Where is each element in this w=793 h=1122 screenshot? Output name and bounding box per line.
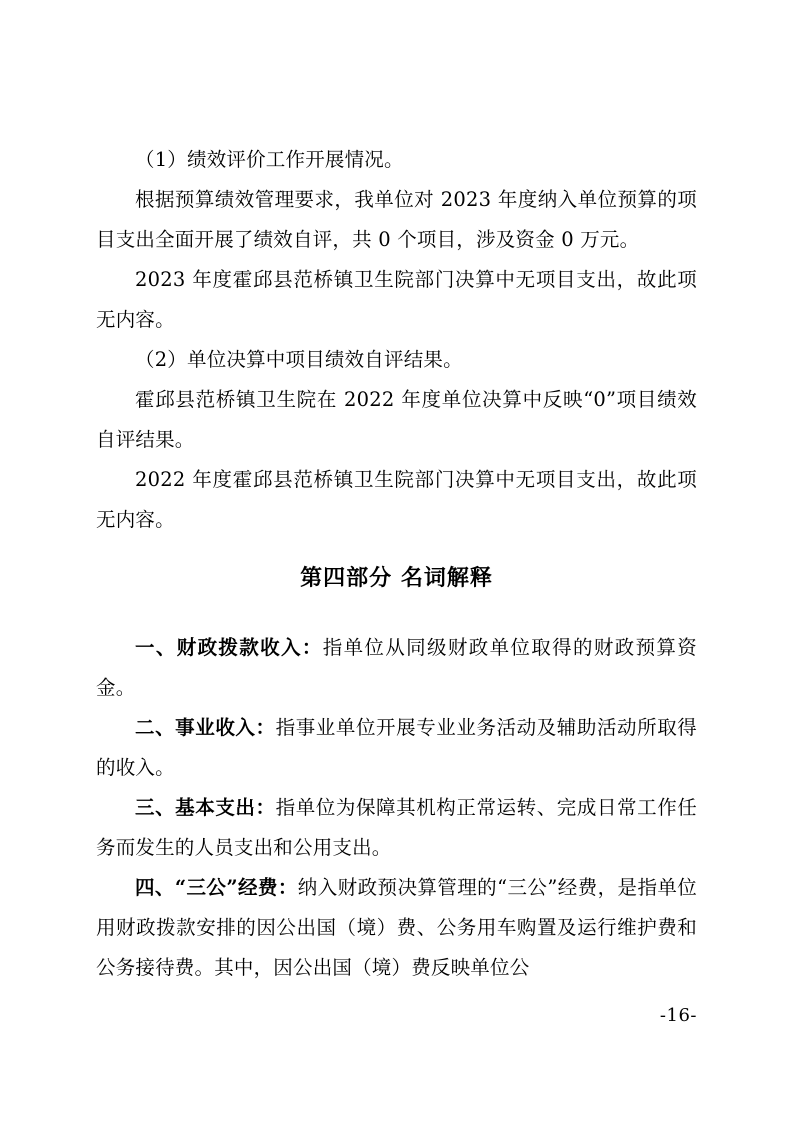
term-label-three-public-expenses: 四、“三公”经费： bbox=[135, 876, 298, 899]
paragraph-performance-evaluation-detail: 根据预算绩效管理要求，我单位对 2023 年度纳入单位预算的项目支出全面开展了绩效自评，共 0 个项目，涉及资金 0 万元。 bbox=[96, 188, 697, 251]
term-body-three-public-expenses: 纳入财政预决算管理的“三公”经费，是指单位用财政拨款安排的因公出国（境）费、公务用车购置及运行维护费和公务接待费。其中，因公出国（境）费反映单位公 bbox=[96, 876, 698, 979]
term-body-business-income: 指事业单位开展专业业务活动及辅助活动所取得的收入。 bbox=[96, 716, 698, 779]
term-item-business-income bbox=[96, 708, 697, 788]
term-body-basic-expenditure: 指单位为保障其机构正常运转、完成日常工作任务而发生的人员支出和公用支出。 bbox=[96, 796, 698, 859]
term-item-three-public-expenses bbox=[96, 868, 697, 988]
paragraph-no-project-expenditure-2022: 2022 年度霍邱县范桥镇卫生院部门决算中无项目支出，故此项无内容。 bbox=[96, 468, 697, 531]
paragraph-no-project-expenditure-2023: 2023 年度霍邱县范桥镇卫生院部门决算中无项目支出，故此项无内容。 bbox=[96, 268, 697, 331]
page-number: -16- bbox=[659, 1005, 697, 1026]
term-item-fiscal-appropriation-income bbox=[96, 628, 697, 708]
term-item-basic-expenditure bbox=[96, 788, 697, 868]
document-body bbox=[96, 140, 697, 988]
paragraph-performance-evaluation-heading: （1）绩效评价工作开展情况。 bbox=[135, 148, 404, 171]
term-label-basic-expenditure: 三、基本支出： bbox=[135, 796, 276, 819]
term-label-business-income: 二、事业收入： bbox=[135, 716, 276, 739]
paragraph-self-evaluation-heading: （2）单位决算中项目绩效自评结果。 bbox=[135, 348, 463, 371]
term-label-fiscal-appropriation-income: 一、财政拨款收入： bbox=[135, 636, 323, 659]
section-heading-part-four: 第四部分 名词解释 bbox=[300, 565, 493, 591]
heading-spacer bbox=[96, 620, 697, 628]
term-body-fiscal-appropriation-income: 指单位从同级财政单位取得的财政预算资金。 bbox=[96, 636, 697, 699]
paragraph-self-evaluation-result: 霍邱县范桥镇卫生院在 2022 年度单位决算中反映“0”项目绩效自评结果。 bbox=[96, 388, 697, 451]
